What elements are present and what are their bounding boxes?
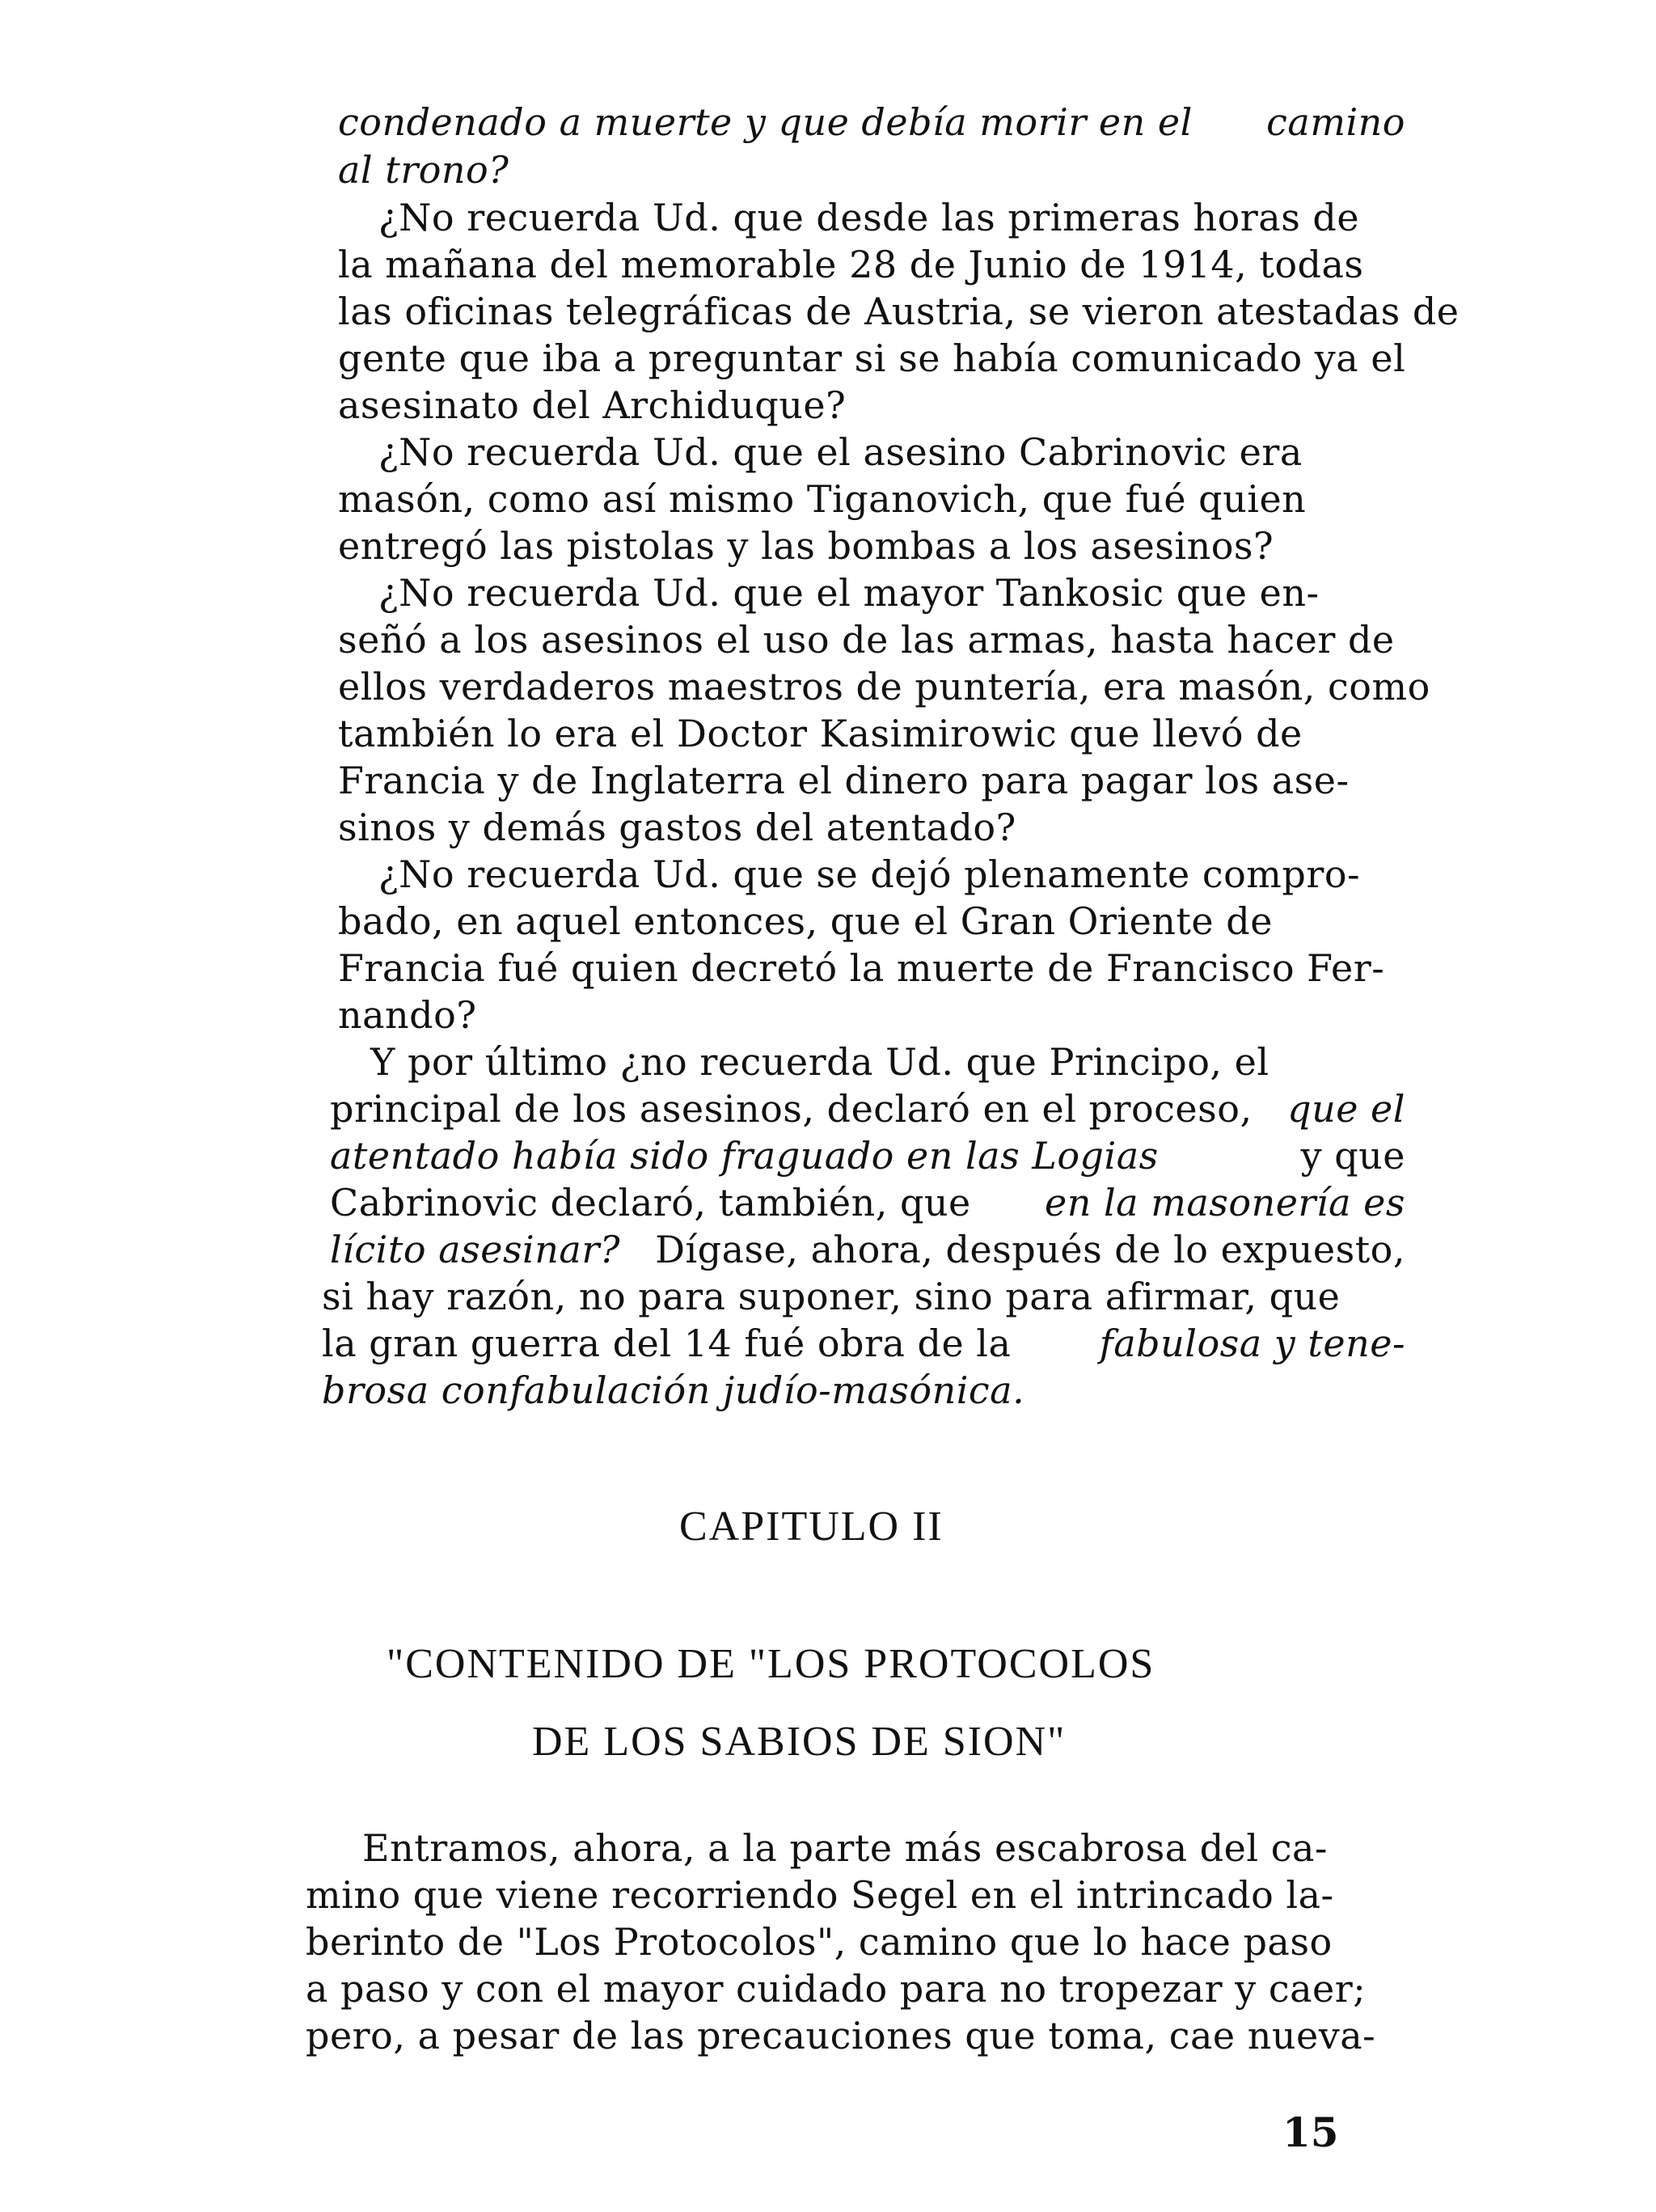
text-line: Francia fué quien decretó la muerte de Francisco Fer- xyxy=(338,946,1385,990)
text-span: Dígase, ahora, después de lo expuesto, xyxy=(655,1228,1405,1271)
text-span: camino xyxy=(1266,100,1405,144)
text-span: principal de los asesinos, declaró en el proceso, xyxy=(330,1087,1253,1131)
text-span: condenado a muerte y que debía morir en el xyxy=(338,100,1193,144)
chapter-title: DE LOS SABIOS DE SION" xyxy=(532,1719,1067,1765)
text-line xyxy=(322,1322,1405,1365)
text-span: ¿No recuerda Ud. que desde las primeras horas de xyxy=(378,196,1360,239)
text-line: señó a los asesinos el uso de las armas, hasta hacer de xyxy=(338,618,1395,662)
italic-span: que el xyxy=(1287,1087,1405,1131)
text-line: Francia y de Inglaterra el dinero para pagar los ase- xyxy=(338,759,1350,802)
text-line xyxy=(330,1134,1405,1178)
text-line xyxy=(378,196,1405,239)
text-line: pero, a pesar de las precauciones que toma, cae nueva- xyxy=(306,2014,1376,2058)
text-line: bado, en aquel entonces, que el Gran Oriente de xyxy=(338,899,1273,943)
italic-span: lícito asesinar? xyxy=(330,1228,620,1271)
text-line: ¿No recuerda Ud. que se dejó plenamente compro- xyxy=(378,852,1361,896)
text-line: ellos verdaderos maestros de puntería, era masón, como xyxy=(338,665,1430,708)
text-line: mino que viene recorriendo Segel en el intrincado la- xyxy=(306,1873,1334,1917)
chapter-title: "CONTENIDO DE "LOS PROTOCOLOS xyxy=(387,1641,1155,1687)
page-number: 15 xyxy=(1282,2108,1339,2156)
text-line: Entramos, ahora, a la parte más escabrosa del ca- xyxy=(362,1826,1328,1870)
text-line: las oficinas telegráficas de Austria, se vieron atestadas de xyxy=(338,290,1460,333)
text-line: Y por último ¿no recuerda Ud. que Principo, el xyxy=(370,1040,1269,1084)
text-line: berinto de "Los Protocolos", camino que lo hace paso xyxy=(306,1920,1333,1964)
text-span: y que xyxy=(1300,1134,1405,1178)
text-line: brosa confabulación judío-masónica. xyxy=(322,1368,1025,1412)
text-line: nando? xyxy=(338,993,477,1037)
italic-span: en la masonería es xyxy=(1045,1181,1405,1224)
text-span: la gran guerra del 14 fué obra de la xyxy=(322,1322,1012,1365)
text-line xyxy=(330,1087,1405,1131)
text-line: ¿No recuerda Ud. que el mayor Tankosic que en- xyxy=(378,571,1320,615)
text-line xyxy=(338,100,1405,144)
text-line: la mañana del memorable 28 de Junio de 1914, todas xyxy=(338,243,1364,286)
text-line: gente que iba a preguntar si se había comunicado ya el xyxy=(338,336,1406,380)
text-line: al trono? xyxy=(338,148,509,192)
chapter-number: CAPITULO II xyxy=(679,1504,944,1550)
text-line xyxy=(330,1181,1405,1224)
text-line: si hay razón, no para suponer, sino para afirmar, que xyxy=(322,1275,1341,1318)
text-line: ¿No recuerda Ud. que el asesino Cabrinovic era xyxy=(378,430,1303,474)
text-line: sinos y demás gastos del atentado? xyxy=(338,806,1016,849)
text-line: a paso y con el mayor cuidado para no tropezar y caer; xyxy=(306,1967,1367,2011)
text-line: masón, como así mismo Tiganovich, que fué quien xyxy=(338,477,1307,521)
text-line: también lo era el Doctor Kasimirowic que llevó de xyxy=(338,712,1303,755)
italic-span: fabulosa y tene- xyxy=(1099,1322,1405,1365)
text-line xyxy=(330,1228,1405,1271)
text-line: entregó las pistolas y las bombas a los asesinos? xyxy=(338,524,1274,568)
text-span: Cabrinovic declaró, también, que xyxy=(330,1181,971,1224)
italic-span: atentado había sido fraguado en las Logias xyxy=(330,1134,1159,1178)
text-line: asesinato del Archiduque? xyxy=(338,383,847,427)
